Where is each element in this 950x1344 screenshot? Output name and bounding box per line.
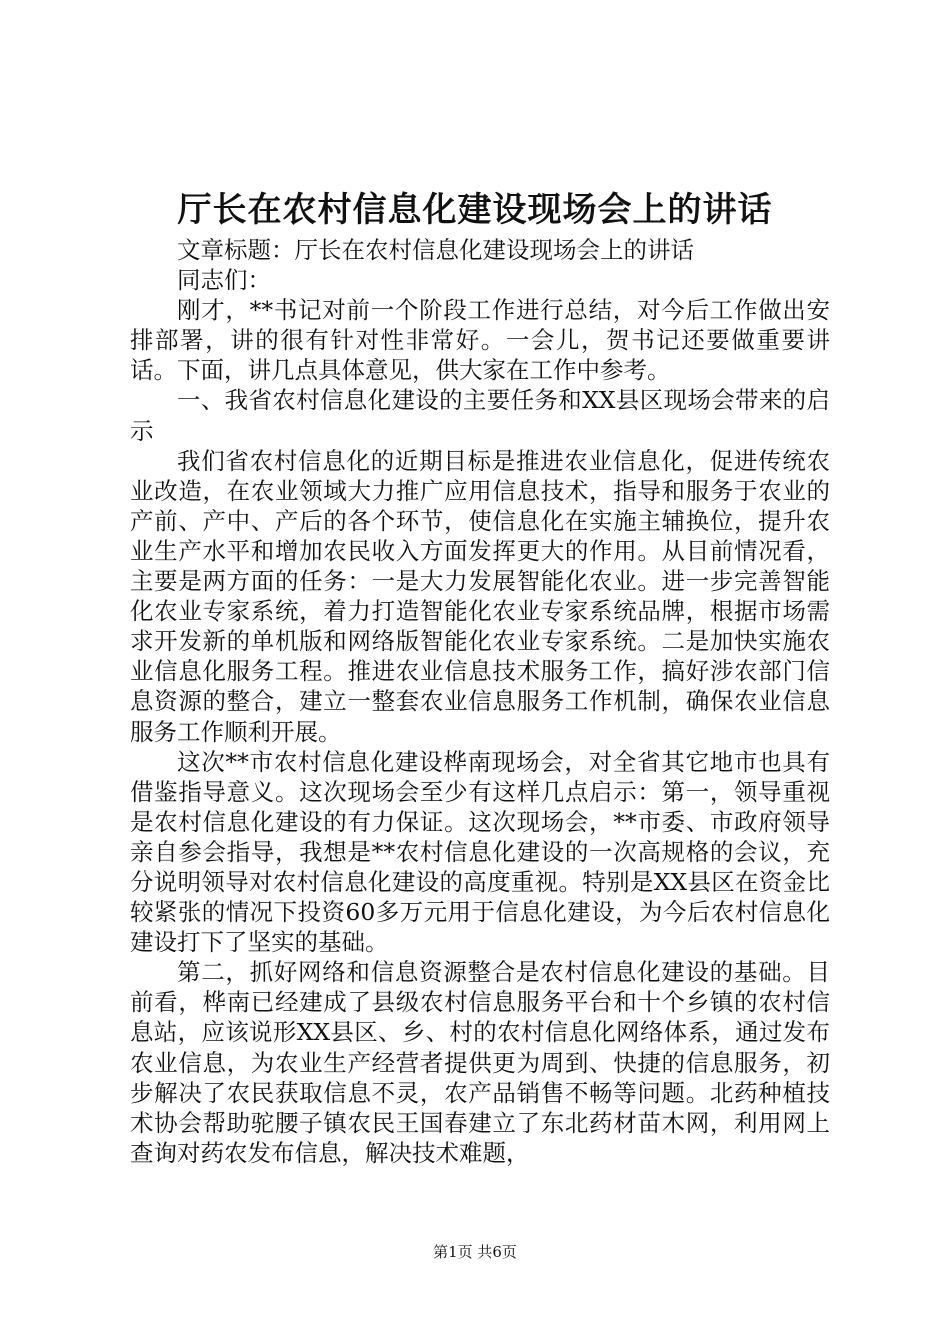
salutation: 同志们：	[177, 266, 271, 295]
body-paragraph: 第二，抓好网络和信息资源整合是农村信息化建设的基础。目前看，桦南已经建成了县级农村信息服务平台和十个乡镇的农村信息站，应该说形XX县区、乡、村的农村信息化网络体系，通过发布农业信息，为农业生产经营者提供更为周到、快捷的信息服务，初步解决了农民获取信息不灵，农产品销售不畅等问题。北药种植技术协会帮助驼腰子镇农民王国春建立了东北药材苗木网，利用网上查询对药农发布信息，解决技术难题，	[130, 958, 830, 1167]
section-heading: 一、我省农村信息化建设的主要任务和XX县区现场会带来的启示	[130, 386, 830, 445]
body-paragraph: 这次**市农村信息化建设桦南现场会，对全省其它地市也具有借鉴指导意义。这次现场会至少有这样几点启示：第一，领导重视是农村信息化建设的有力保证。这次现场会，**市委、市政府领导亲自参会指导，我想是**农村信息化建设的一次高规格的会议，充分说明领导对农村信息化建设的高度重视。特别是XX县区在资金比较紧张的情况下投资60多万元用于信息化建设，为今后农村信息化建设打下了坚实的基础。	[130, 747, 830, 957]
body-paragraph: 刚才，**书记对前一个阶段工作进行总结，对今后工作做出安排部署，讲的很有针对性非常好。一会儿，贺书记还要做重要讲话。下面，讲几点具体意见，供大家在工作中参考。	[130, 296, 830, 385]
document-body	[130, 235, 830, 1168]
body-paragraph: 我们省农村信息化的近期目标是推进农业信息化，促进传统农业改造，在农业领域大力推广应用信息技术，指导和服务于农业的产前、产中、产后的各个环节，使信息化在实施主辅换位，提升农业生产水平和增加农民收入方面发挥更大的作用。从目前情况看，主要是两方面的任务：一是大力发展智能化农业。进一步完善智能化农业专家系统，着力打造智能化农业专家系统品牌，根据市场需求开发新的单机版和网络版智能化农业专家系统。二是加快实施农业信息化服务工程。推进农业信息技术服务工作，搞好涉农部门信息资源的整合，建立一整套农业信息服务工作机制，确保农业信息服务工作顺利开展。	[130, 446, 830, 746]
article-title-line: 文章标题：厅长在农村信息化建设现场会上的讲话	[177, 236, 694, 264]
document-title: 厅长在农村信息化建设现场会上的讲话	[177, 190, 773, 230]
page-footer: 第1页 共6页	[433, 1243, 517, 1261]
